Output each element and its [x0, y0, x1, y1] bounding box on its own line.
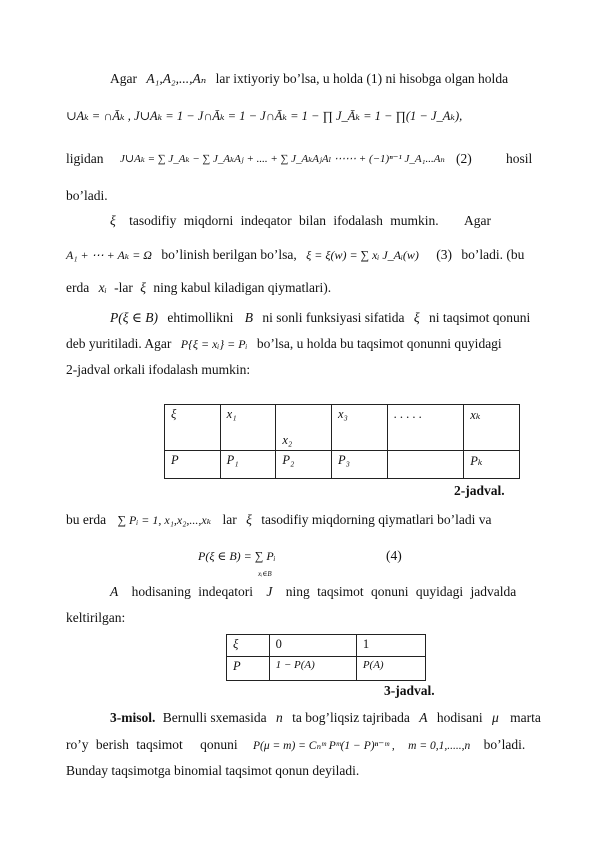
table-3-cell: 1 — [356, 635, 425, 657]
example-3-label: 3-misol. — [110, 710, 156, 725]
table-2-cell: . . . . . — [387, 405, 464, 451]
paragraph-4-line-3: 2-jadval orkali ifodalash mumkin: — [66, 362, 251, 377]
table-3-caption: 3-jadval. — [384, 683, 435, 698]
paragraph-3-text: tasodifiy miqdorni indeqator bilan ifodalash mumkin. — [129, 213, 439, 228]
table-2-cell: Pₖ — [464, 451, 520, 479]
eq-number-4: (4) — [386, 548, 402, 563]
xi-symbol-2: ξ — [140, 280, 147, 295]
paragraph-6-text-a: hodisaning indeqatori — [131, 584, 253, 599]
paragraph-1-text: lar ixtiyoriy bo’lsa, u holda (1) ni hisobga olgan holda — [215, 71, 509, 86]
paragraph-6-line-2: keltirilgan: — [66, 610, 126, 625]
example-3-text-a: Bernulli sxemasida — [162, 710, 267, 725]
text-erda: erda — [66, 280, 90, 295]
sets-formula: A₁,A₂,...,Aₙ — [146, 71, 207, 86]
paragraph-3-end: ning kabul kiladigan qiymatlari). — [153, 280, 332, 295]
text-boladi-bu: bo’ladi. (bu — [461, 247, 525, 262]
xi-symbol-3: ξ — [413, 310, 420, 325]
partition-formula: A₁ + ⋯ + Aₖ = Ω — [66, 248, 152, 262]
paragraph-4-line-2 — [66, 336, 502, 352]
paragraph-5-text: tasodifiy miqdorning qiymatlari bo’ladi va — [261, 512, 492, 527]
formula-4 — [198, 548, 276, 564]
var-mu: μ — [491, 710, 499, 725]
table-3-cell: P(A) — [356, 657, 425, 681]
paragraph-4-line-1 — [110, 310, 530, 326]
table-2-cell: P₃ — [331, 451, 387, 479]
paragraph-2-line — [66, 151, 104, 167]
table-3-row-probs — [227, 657, 426, 681]
table-3-cell: 0 — [269, 635, 356, 657]
table-2-cell: x₂ — [276, 405, 332, 451]
table-2-row-values — [165, 405, 520, 451]
table-2-cell: xₖ — [464, 405, 520, 451]
text-boladi-2: bo’ladi. — [483, 737, 526, 752]
binomial-formula: P(μ = m) = Cₙᵐ Pᵐ(1 − P)ⁿ⁻ᵐ , — [253, 740, 395, 752]
var-b: B — [244, 310, 254, 325]
eq-number-3: (3) — [436, 247, 453, 262]
table-2-caption: 2-jadval. — [454, 483, 505, 498]
table-3-cell: P — [227, 657, 270, 681]
var-a: A — [110, 584, 119, 599]
binomial-range: m = 0,1,.....,n — [408, 740, 471, 752]
xi-var: xᵢ — [98, 280, 107, 295]
table-2-row-probs — [165, 451, 520, 479]
table-2-cell: x₃ — [331, 405, 387, 451]
paragraph-4-text-b: ni sonli funksiyasi sifatida — [262, 310, 405, 325]
example-3-text-d: marta — [510, 710, 541, 725]
var-a-2: A — [419, 710, 428, 725]
distribution-formula: P{ξ = xᵢ} = Pᵢ — [180, 337, 248, 351]
table-3-cell: 1 − P(A) — [269, 657, 356, 681]
text-deb-yuritiladi: deb yuritiladi. Agar — [66, 336, 172, 351]
text-agar: Agar — [110, 71, 137, 86]
formula-4-main: P(ξ ∈ B) = ∑ Pᵢ — [198, 549, 276, 563]
formula-4-subscript: xᵢ∈B — [258, 570, 272, 578]
text-lar: -lar — [114, 280, 133, 295]
table-3 — [226, 634, 426, 681]
table-3-row-values — [227, 635, 426, 657]
xi-symbol-4: ξ — [246, 512, 252, 527]
paragraph-4-text-c: ni taqsimot qonuni — [429, 310, 531, 325]
sum-formula: ∑ Pᵢ = 1, x₁,x₂,...,xₖ — [117, 513, 212, 527]
example-3-text-c: hodisani — [436, 710, 483, 725]
table-2-cell: P₁ — [220, 451, 276, 479]
formula-3: ξ = ξ(w) = ∑ xᵢ J_Aᵢ(w) — [306, 248, 419, 262]
table-3-cell: ξ — [227, 635, 270, 657]
example-3-line-1 — [110, 710, 541, 726]
var-j: J — [266, 584, 273, 599]
paragraph-4-text-d: bo’lsa, u holda bu taqsimot qonunni quyidagi — [256, 336, 502, 351]
paragraph-3-line-1 — [110, 213, 491, 229]
text-bu-erda: bu erda — [66, 512, 107, 527]
xi-symbol: ξ — [110, 213, 116, 228]
partition-text: bo’linish berilgan bo’lsa, — [161, 247, 297, 262]
text-boladi: bo’ladi. — [66, 188, 108, 203]
var-n: n — [275, 710, 283, 725]
table-2 — [164, 404, 520, 479]
paragraph-1-line — [110, 71, 508, 87]
table-2-cell: ξ — [165, 405, 221, 451]
table-2-cell: P₂ — [276, 451, 332, 479]
paragraph-3-line-3 — [66, 280, 331, 296]
example-3-line-3: Bunday taqsimotga binomial taqsimot qonun deyiladi. — [66, 763, 360, 778]
formula-1: ∪Aₖ = ∩Āₖ , J∪Aₖ = 1 − J∩Āₖ = 1 − J∩Āₖ = 1 − ∏ J_Āₖ = 1 − ∏(1 − J_Aₖ), — [66, 109, 463, 123]
example-3-line-2 — [66, 737, 525, 754]
text-ligidan: ligidan — [66, 151, 104, 166]
text-qonuni: qonuni — [200, 737, 238, 752]
text-hosil: hosil — [506, 151, 533, 166]
eq-number-2: (2) — [456, 151, 472, 166]
paragraph-5-line-1 — [66, 512, 491, 528]
prob-formula: P(ξ ∈ B) — [110, 310, 159, 325]
paragraph-3-line-2 — [66, 247, 524, 263]
table-2-cell — [387, 451, 464, 479]
text-lar-2: lar — [222, 512, 237, 527]
paragraph-6-text-b: ning taqsimot qonuni quyidagi jadvalda — [285, 584, 517, 599]
example-3-text-b: ta bog’liqsiz tajribada — [292, 710, 410, 725]
table-2-cell: P — [165, 451, 221, 479]
table-2-cell: x₁ — [220, 405, 276, 451]
formula-2: J∪Aₖ = ∑ J_Aₖ − ∑ J_AₖAⱼ + .... + ∑ J_AₖAⱼAₗ ⋯⋯ + (−1)ⁿ⁻¹ J_A₁...Aₙ — [120, 153, 445, 165]
text-agar-2: Agar — [463, 213, 491, 228]
text-ehtimollikni: ehtimollikni — [167, 310, 234, 325]
paragraph-6-line-1 — [110, 584, 516, 600]
example-3-text-e: ro’y berish taqsimot — [66, 737, 183, 752]
